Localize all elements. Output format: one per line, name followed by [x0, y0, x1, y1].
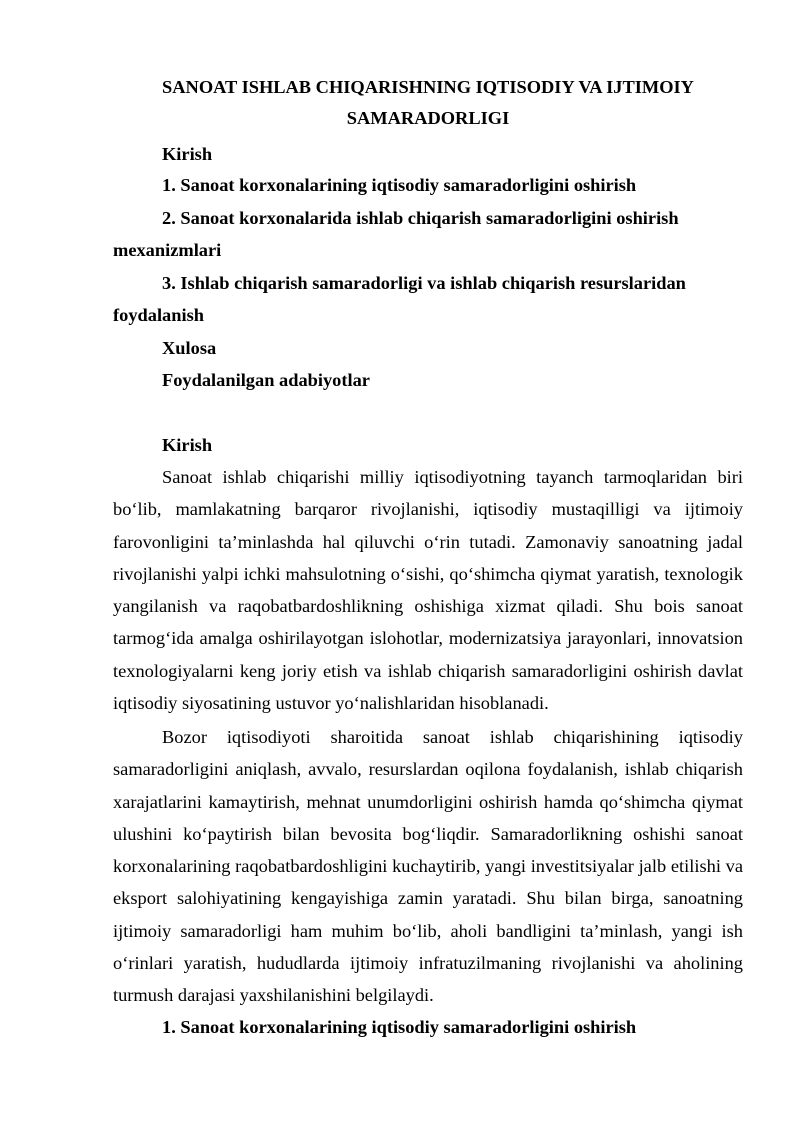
toc-item-2-line-2: mexanizmlari	[113, 240, 222, 260]
title-line-2: SAMARADORLIGI	[346, 108, 510, 128]
toc-item-2-line-1: 2. Sanoat korxonalarida ishlab chiqarish samaradorligini oshirish	[162, 208, 679, 228]
intro-paragraph-1: Sanoat ishlab chiqarishi milliy iqtisodiyotning tayanch tarmoqlaridan biri bo‘lib, mamlakatning barqaror rivojlanishi, iqtisodiy mustaqilligi va ijtimoiy farovonligini ta’minlashda hal qiluvchi o‘rin tutadi. Zamonaviy sanoatning jadal rivojlanishi yalpi ichki mahsulotning o‘sishi, qo‘shimcha qiymat yaratish, texnologik yangilanish va raqobatbardoshlikning oshishiga xizmat qiladi. Shu bois sanoat tarmog‘ida amalga oshirilayotgan islohotlar, modernizatsiya jarayonlari, innovatsion texnologiyalarni keng joriy etish va ishlab chiqarish samaradorligini oshirish davlat iqtisodiy siyosatining ustuvor yo‘nalishlaridan hisoblanadi.	[113, 467, 743, 714]
intro-paragraph-2: Bozor iqtisodiyoti sharoitida sanoat ishlab chiqarishining iqtisodiy samaradorligini aniqlash, avvalo, resurslardan oqilona foydalanish, ishlab chiqarish xarajatlarini kamaytirish, mehnat unumdorligini oshirish hamda qo‘shimcha qiymat ulushini ko‘paytirish bilan bevosita bog‘liqdir. Samaradorlikning oshishi sanoat korxonalarining raqobatbardoshligini kuchaytirib, yangi investitsiyalar jalb etilishi va eksport salohiyatining kengayishiga zamin yaratadi. Shu bilan birga, sanoatning ijtimoiy samaradorligi ham muhim bo‘lib, aholi bandligini ta’minlash, yangi ish o‘rinlari yaratish, hududlarda ijtimoiy infratuzilmaning rivojlanishi va aholining turmush darajasi yaxshilanishini belgilaydi.	[113, 727, 743, 1006]
toc-item-3-line-1: 3. Ishlab chiqarish samaradorligi va ishlab chiqarish resurslaridan	[162, 273, 686, 293]
toc-item-3-line-2: foydalanish	[113, 305, 204, 325]
section-1-heading: 1. Sanoat korxonalarining iqtisodiy samaradorligini oshirish	[162, 1017, 637, 1037]
section-intro-heading: Kirish	[162, 435, 213, 455]
toc-intro: Kirish	[162, 144, 213, 164]
document-title	[113, 72, 743, 134]
toc-item-1: 1. Sanoat korxonalarining iqtisodiy samaradorligini oshirish	[162, 175, 637, 195]
toc-references: Foydalanilgan adabiyotlar	[162, 370, 370, 390]
toc-conclusion: Xulosa	[162, 338, 217, 358]
title-line-1: SANOAT ISHLAB CHIQARISHNING IQTISODIY VA IJTIMOIY	[162, 77, 694, 97]
